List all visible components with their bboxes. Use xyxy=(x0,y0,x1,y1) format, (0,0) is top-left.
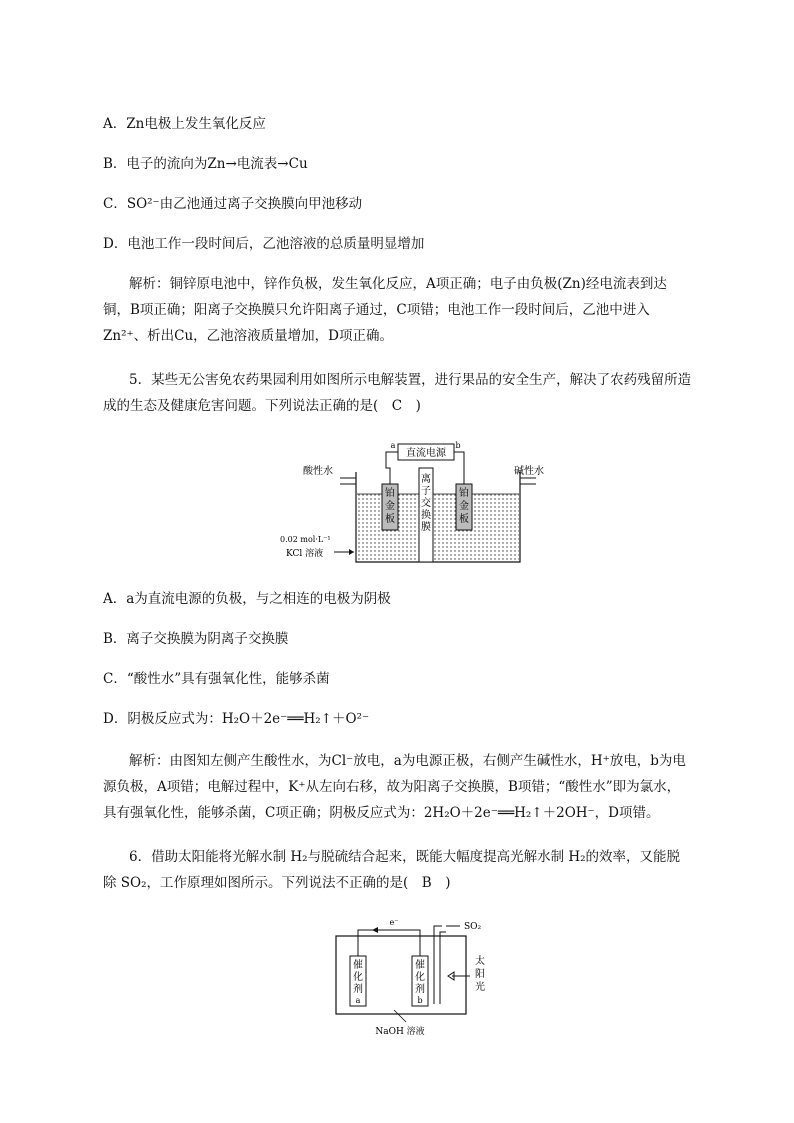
cat-b-char-2: 化 xyxy=(415,972,425,983)
q5-option-c: C．“酸性水”具有强氧化性，能够杀菌 xyxy=(103,671,330,687)
power-supply-label: 直流电源 xyxy=(406,448,446,459)
cat-a-char-2: 化 xyxy=(353,972,363,983)
cat-a-char-3: 剂 xyxy=(353,984,363,995)
terminal-b-label: b xyxy=(455,441,461,450)
kcl-solution-label: KCl 溶液 xyxy=(286,549,324,559)
sun-char-1: 太 xyxy=(475,956,485,967)
cat-a-char-1: 催 xyxy=(353,960,363,971)
left-plate-char-1: 铂 xyxy=(385,488,395,499)
q6-stem: 6．借助太阳能将光解水制 H₂与脱硫结合起来，既能大幅度提高光解水制 H₂的效率，又能脱除 SO₂，工作原理如图所示。下列说法不正确的是( B ) xyxy=(103,849,681,891)
q4-option-c: C．SO²⁻由乙池通过离子交换膜向甲池移动 xyxy=(103,196,363,212)
q4-analysis: 解析：铜锌原电池中，锌作负极，发生氧化反应，A项正确；电子由负极(Zn)经电流表到达铜，B项正确；阳离子交换膜只允许阳离子通过，C项错；电池工作一段时间后，乙池中进入Zn²⁺、析出Cu，乙池溶液质量增加，D项正确。 xyxy=(103,276,667,344)
q4-option-a: A．Zn电极上发生氧化反应 xyxy=(103,116,266,132)
q5-option-a: A．a为直流电源的负极，与之相连的电极为阴极 xyxy=(103,591,391,607)
membrane-char-2: 子 xyxy=(421,486,431,497)
right-plate-char-1: 铂 xyxy=(459,488,469,499)
q4-option-b: B．电子的流向为Zn→电流表→Cu xyxy=(103,156,308,172)
left-plate-char-3: 板 xyxy=(385,514,395,525)
basic-water-label: 碱性水 xyxy=(514,466,544,477)
membrane-char-3: 交 xyxy=(421,498,431,509)
electrolysis-diagram xyxy=(278,438,544,566)
right-plate-char-3: 板 xyxy=(459,514,469,525)
kcl-concentration-label: 0.02 mol·L⁻¹ xyxy=(280,535,331,544)
so2-label: SO₂ xyxy=(464,922,482,932)
membrane-char-5: 膜 xyxy=(421,522,431,533)
left-plate-char-2: 金 xyxy=(385,501,395,512)
cat-b-char-4: b xyxy=(417,996,423,1005)
acidic-water-label: 酸性水 xyxy=(303,466,333,477)
membrane-char-4: 换 xyxy=(421,510,431,521)
terminal-a-label: a xyxy=(390,441,396,450)
sun-char-3: 光 xyxy=(475,982,485,993)
cat-a-char-4: a xyxy=(355,996,361,1005)
q5-analysis: 解析：由图知左侧产生酸性水，为Cl⁻放电，a为电源正极，右侧产生碱性水，H⁺放电，b为电源负极，A项错；电解过程中，K⁺从左向右移，故为阳离子交换膜，B项错；“酸性水”即为氯水，具有强氧化性，能够杀菌，C项正确；阴极反应式为：2H₂O＋2e⁻══H₂↑＋2OH⁻，D项错。 xyxy=(103,753,686,821)
naoh-solution-label: NaOH 溶液 xyxy=(375,1027,425,1037)
photocatalysis-diagram xyxy=(320,914,500,1044)
membrane-char-1: 离 xyxy=(421,474,431,485)
cat-b-char-1: 催 xyxy=(415,960,425,971)
q5-option-b: B．离子交换膜为阴离子交换膜 xyxy=(103,631,289,647)
cat-b-char-3: 剂 xyxy=(415,984,425,995)
sun-char-2: 阳 xyxy=(475,969,485,980)
q5-option-d: D．阴极反应式为：H₂O＋2e⁻══H₂↑＋O²⁻ xyxy=(103,711,370,727)
right-plate-char-2: 金 xyxy=(459,501,469,512)
electron-label: e⁻ xyxy=(389,918,399,927)
q4-option-d: D．电池工作一段时间后，乙池溶液的总质量明显增加 xyxy=(103,236,425,252)
q5-stem: 5．某些无公害免农药果园利用如图所示电解装置，进行果品的安全生产，解决了农药残留所造成的生态及健康危害问题。下列说法正确的是( C ) xyxy=(103,372,692,414)
